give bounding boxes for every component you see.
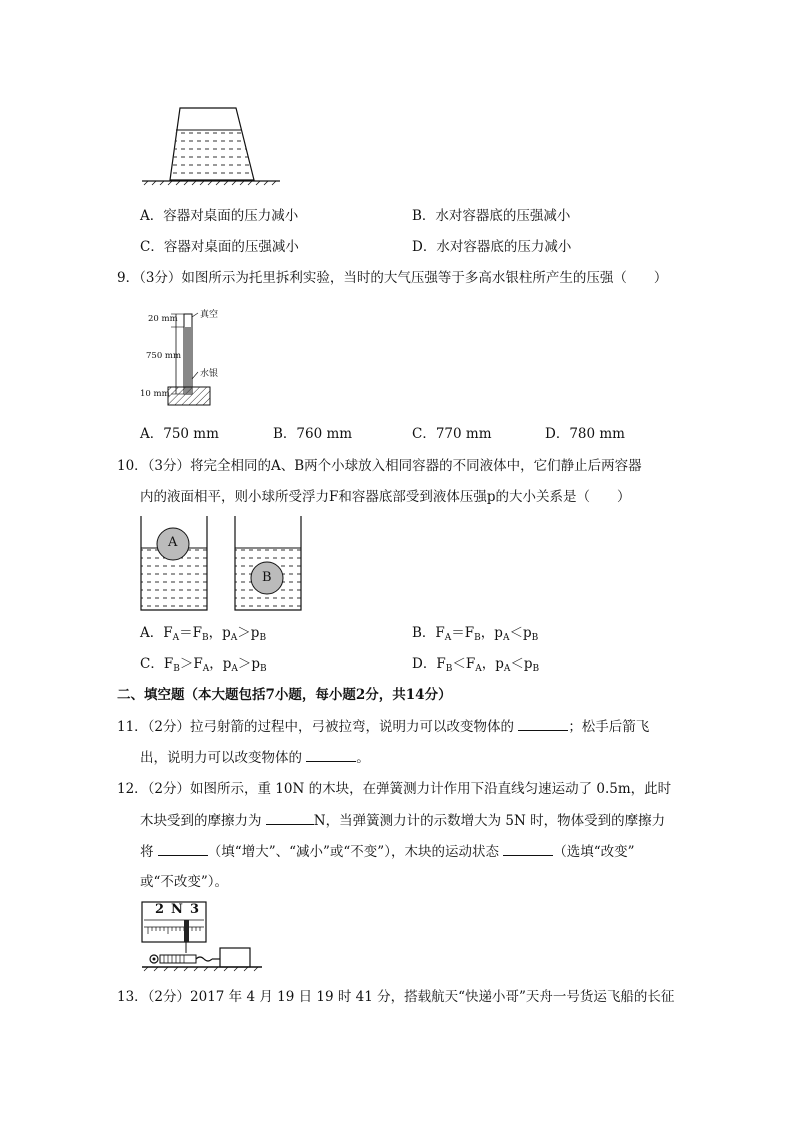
q10-ball-a-label: A bbox=[168, 535, 178, 550]
q11-line2: 出，说明力可以改变物体的 。 bbox=[140, 747, 370, 768]
q8-option-c: C．容器对桌面的压强减小 bbox=[140, 239, 299, 255]
q9-option-b: B．760 mm bbox=[273, 426, 353, 442]
q10-stem-line2: 内的液面相平，则小球所受浮力F和容器底部受到液体压强p的大小关系是（ ） bbox=[140, 489, 631, 505]
q9-label-10mm: 10 mm bbox=[140, 389, 170, 399]
q10-stem-line1: 10．（3分）将完全相同的A、B两个小球放入相同容器的不同液体中，它们静止后两容器 bbox=[117, 458, 642, 474]
q12-line1: 12．（2分）如图所示，重 10N 的木块，在弹簧测力计作用下沿直线匀速运动了 0.5m，此时 bbox=[117, 781, 672, 797]
q9-label-mercury: 水银 bbox=[200, 369, 219, 379]
q10-option-b: B．$F_A=F_B$，$p_A<p_B$ bbox=[412, 625, 539, 643]
q13-line1: 13．（2分）2017 年 4 月 19 日 19 时 41 分，搭载航天“快递小哥”天舟一号货运飞船的长征 bbox=[117, 989, 675, 1005]
q10-container-a bbox=[138, 514, 210, 614]
q9-option-d: D．780 mm bbox=[545, 426, 625, 442]
section2-heading: 二、填空题（本大题包括7小题，每小题2分，共14分） bbox=[117, 687, 452, 703]
q9-option-a: A．750 mm bbox=[140, 426, 219, 442]
q8-option-d: D．水对容器底的压力减小 bbox=[412, 239, 572, 255]
q12-line2: 木块受到的摩擦力为 N，当弹簧测力计的示数增大为 5N 时，物体受到的摩擦力 bbox=[140, 810, 665, 831]
q9-label-20mm: 20 mm bbox=[148, 314, 178, 324]
q12-scale-label-n: N bbox=[171, 902, 183, 917]
q9-label-750mm: 750 mm bbox=[146, 351, 182, 361]
q10-option-a: A．$F_A=F_B$，$p_A>p_B$ bbox=[140, 625, 267, 643]
q9-label-vacuum: 真空 bbox=[200, 310, 219, 320]
q9-stem: 9．（3分）如图所示为托里拆利实验，当时的大气压强等于多高水银柱所产生的压强（ ） bbox=[117, 270, 668, 286]
q10-ball-b-label: B bbox=[262, 570, 272, 585]
q9-option-c: C．770 mm bbox=[412, 426, 492, 442]
q12-scale-label-2: 2 bbox=[155, 902, 165, 917]
q12-scale-label-3: 3 bbox=[190, 902, 200, 917]
q11-line1: 11．（2分）拉弓射箭的过程中，弓被拉弯，说明力可以改变物体的 ；松手后箭飞 bbox=[117, 716, 649, 737]
q11-blank-2[interactable] bbox=[306, 747, 356, 762]
q11-blank-1[interactable] bbox=[518, 716, 568, 731]
q10-option-c: C．$F_B>F_A$，$p_A>p_B$ bbox=[140, 656, 267, 674]
q12-line3: 将 （填“增大”、“减小”或“不变”），木块的运动状态 （选填“改变” bbox=[140, 841, 635, 862]
q10-option-d: D．$F_B<F_A$，$p_A<p_B$ bbox=[412, 656, 540, 674]
q10-container-b bbox=[232, 514, 304, 614]
q12-line4: 或“不改变”）。 bbox=[140, 874, 229, 890]
q8-option-a: A．容器对桌面的压力减小 bbox=[140, 208, 299, 224]
q8-container-figure bbox=[140, 105, 285, 187]
q12-blank-1[interactable] bbox=[266, 810, 314, 825]
q12-blank-3[interactable] bbox=[503, 841, 553, 856]
q12-blank-2[interactable] bbox=[158, 841, 208, 856]
q8-option-b: B．水对容器底的压强减小 bbox=[412, 208, 571, 224]
